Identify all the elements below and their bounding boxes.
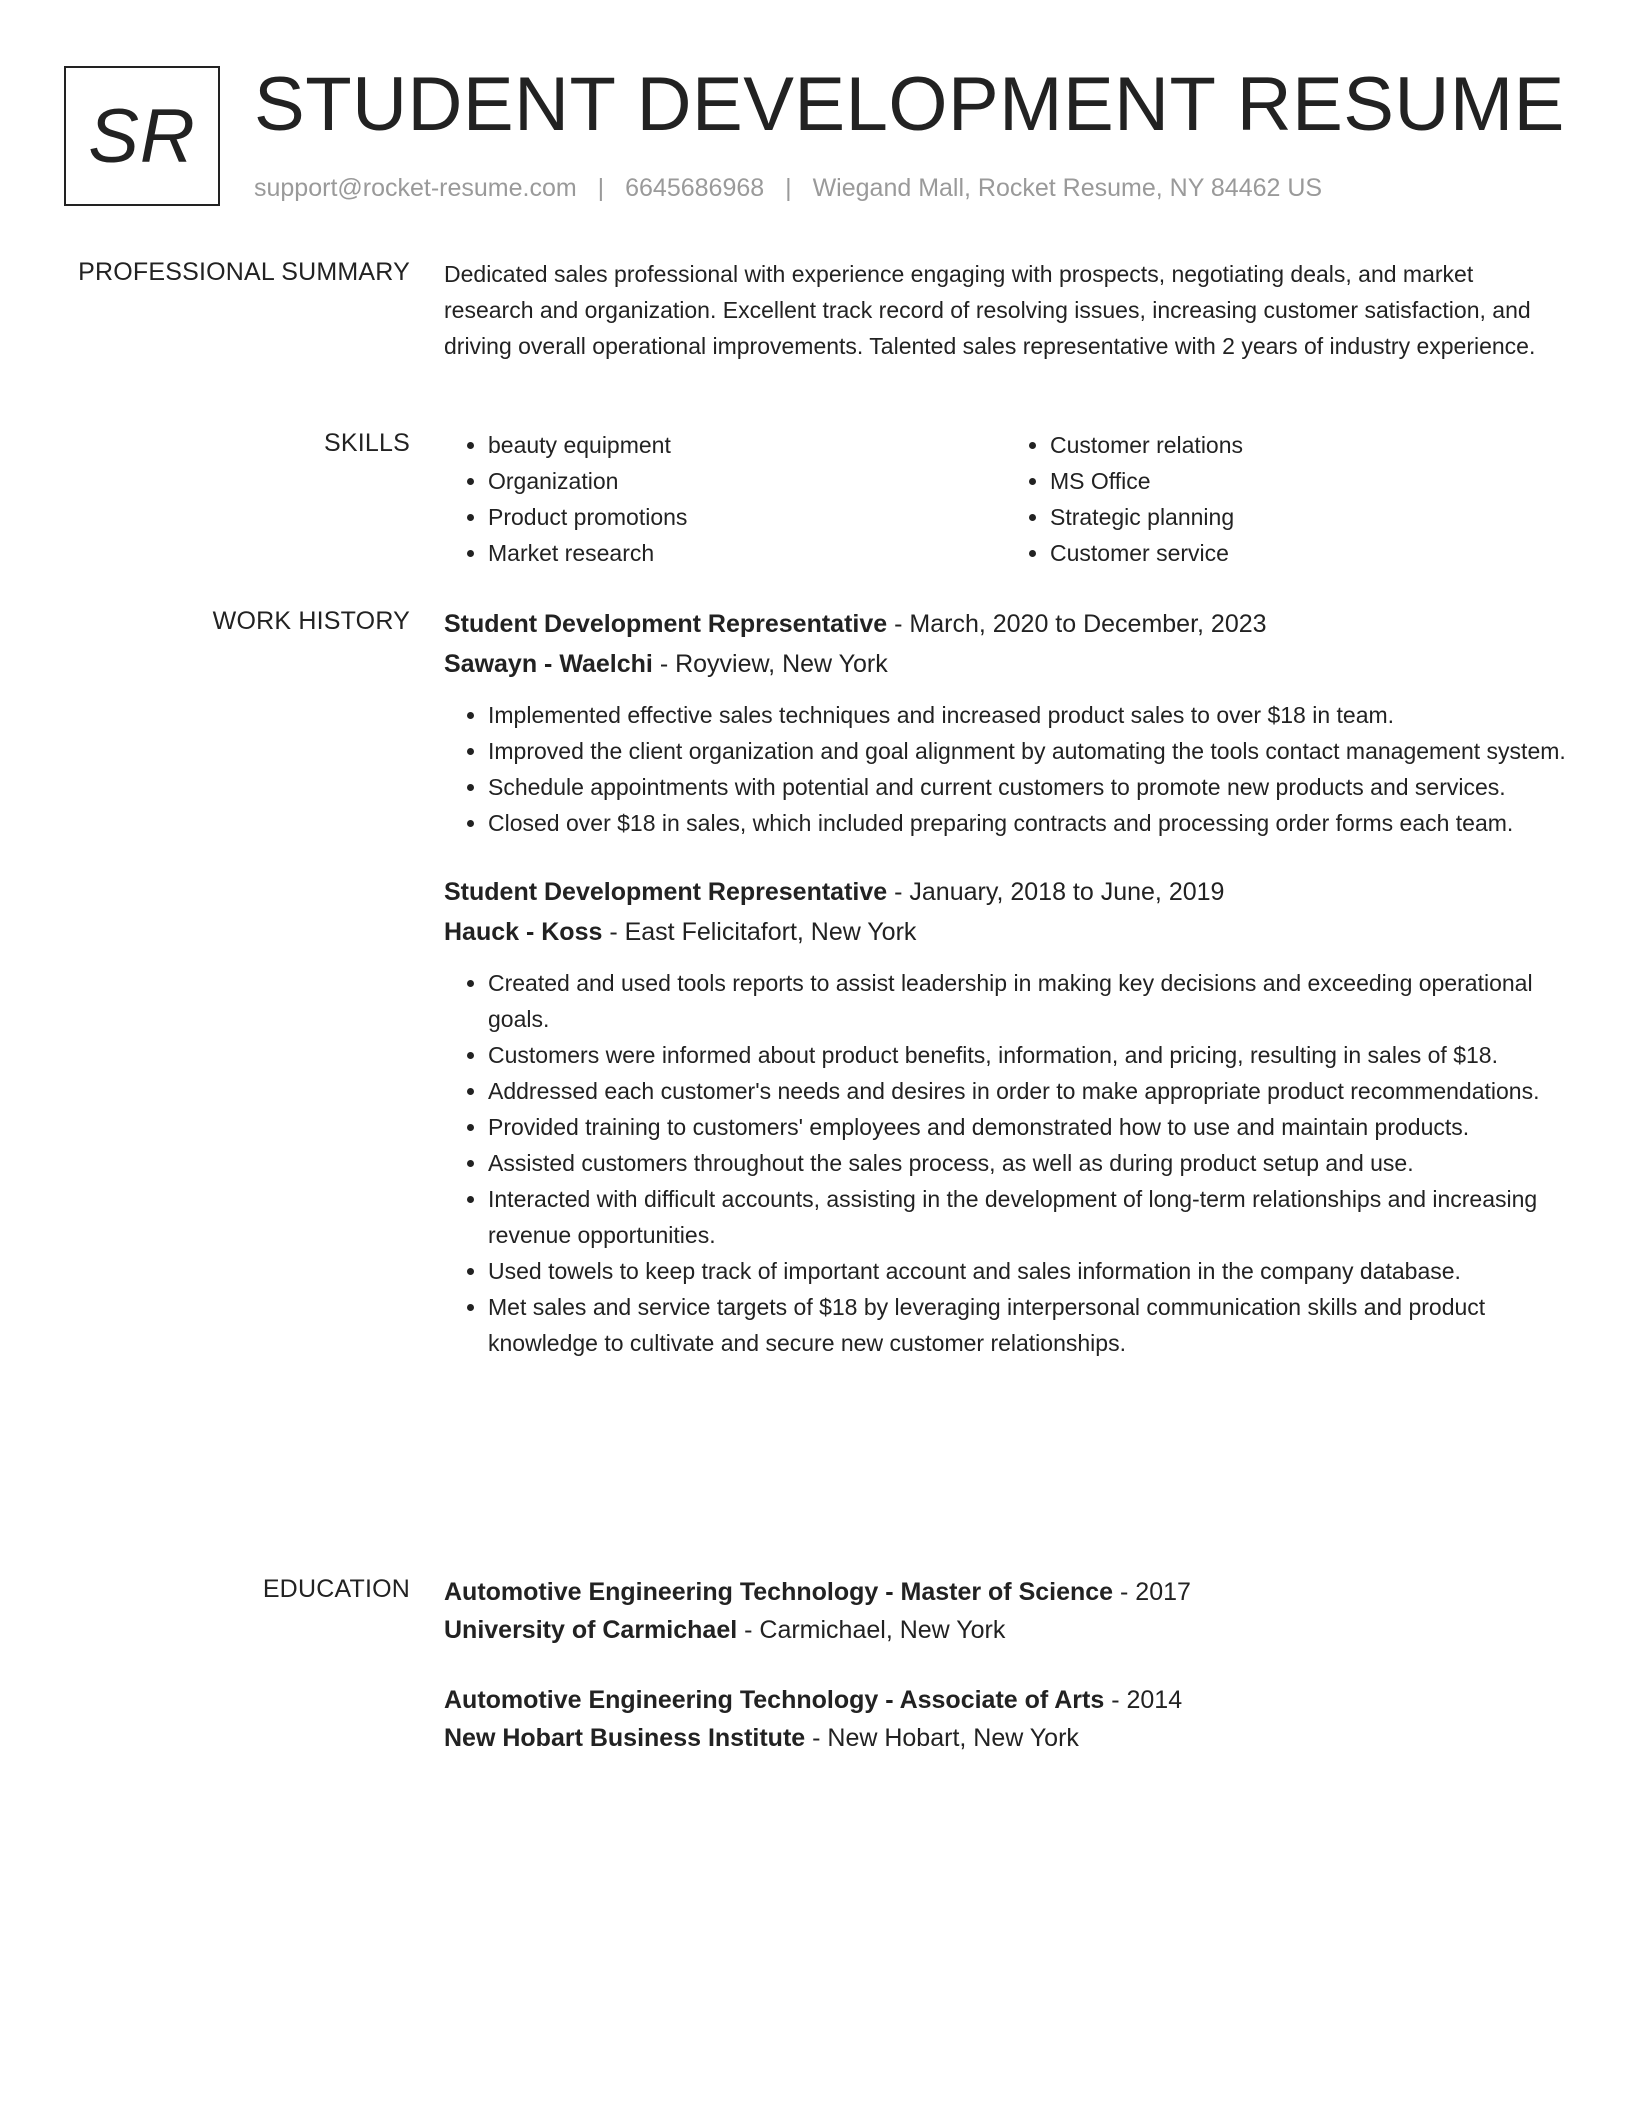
education-body [444, 1573, 1568, 1757]
job-bullet: • Used towels to keep track of important account and sales information in the company database. [488, 1253, 1568, 1289]
contact-separator: | [785, 174, 792, 202]
education-entry [444, 1573, 1568, 1649]
education-school: University of Carmichael [444, 1616, 738, 1644]
contact-separator: | [597, 174, 605, 202]
education-degree: Automotive Engineering Technology - Master of Science [444, 1578, 1114, 1606]
job-location: - East Felicitafort, New York [602, 918, 917, 946]
monogram-badge: SR [64, 66, 220, 206]
job-company: Sawayn - Waelchi [444, 650, 653, 678]
skills-column-left [444, 427, 1006, 571]
job-location: - Royview, New York [652, 650, 888, 678]
contact-phone: 6645686968 [625, 174, 765, 202]
education-year: - 2014 [1104, 1686, 1183, 1714]
job-bullet: • Schedule appointments with potential and current customers to promote new products and services. [488, 769, 1568, 805]
summary-body [444, 256, 1568, 364]
education-year: - 2017 [1113, 1578, 1191, 1606]
job-title-line [444, 873, 1568, 911]
job-bullet: • Implemented effective sales techniques and increased product sales to over $18 in team. [488, 697, 1568, 733]
resume-header [64, 62, 1568, 210]
job-dates: - March, 2020 to December, 2023 [887, 610, 1267, 638]
job-bullet: • Assisted customers throughout the sales process, as well as during product setup and use. [488, 1145, 1568, 1181]
job-company: Hauck - Koss [444, 918, 603, 946]
education-degree-line [444, 1573, 1568, 1611]
job-entry [444, 605, 1568, 841]
education-degree-line [444, 1681, 1568, 1719]
skill-item: • Customer relations [1050, 427, 1568, 463]
job-bullet: • Met sales and service targets of $18 by leveraging interpersonal communication skills and product knowledge to cultivate and secure new customer relationships. [488, 1289, 1568, 1361]
contact-email: support@rocket-resume.com [254, 174, 577, 202]
education-location: - Carmichael, New York [737, 1616, 1006, 1644]
job-title-line [444, 605, 1568, 643]
job-title: Student Development Representative [444, 610, 888, 638]
job-dates: - January, 2018 to June, 2019 [887, 878, 1225, 906]
job-bullet: • Interacted with difficult accounts, assisting in the development of long-term relationships and increasing revenue opportunities. [488, 1181, 1568, 1253]
skill-item: • beauty equipment [488, 427, 1006, 463]
skill-item: • Product promotions [488, 499, 1006, 535]
job-bullets [444, 965, 1568, 1361]
job-bullet: • Customers were informed about product benefits, information, and pricing, resulting in sales of $18. [488, 1037, 1568, 1073]
education-label: EDUCATION [262, 1575, 410, 1603]
education-location: - New Hobart, New York [805, 1724, 1079, 1752]
job-entry [444, 873, 1568, 1361]
education-school-line [444, 1611, 1568, 1649]
skills-label: SKILLS [324, 429, 410, 457]
skill-item: • MS Office [1050, 463, 1568, 499]
contact-address: Wiegand Mall, Rocket Resume, NY 84462 US [812, 174, 1323, 202]
skill-item: • Market research [488, 535, 1006, 571]
job-bullet: • Closed over $18 in sales, which included preparing contracts and processing order forms each team. [488, 805, 1568, 841]
contact-line [254, 172, 1322, 204]
work-history-label: WORK HISTORY [212, 607, 410, 635]
job-company-line [444, 645, 1568, 683]
job-bullet: • Improved the client organization and goal alignment by automating the tools contact management system. [488, 733, 1568, 769]
summary-label: PROFESSIONAL SUMMARY [78, 258, 410, 286]
skill-item: • Organization [488, 463, 1006, 499]
job-bullet: • Addressed each customer's needs and desires in order to make appropriate product recommendations. [488, 1073, 1568, 1109]
education-entry [444, 1681, 1568, 1757]
skills-column-right [1006, 427, 1568, 571]
education-school: New Hobart Business Institute [444, 1724, 806, 1752]
education-school-line [444, 1719, 1568, 1757]
work-history-body [444, 605, 1568, 1361]
job-bullets [444, 697, 1568, 841]
job-company-line [444, 913, 1568, 951]
skill-item: • Customer service [1050, 535, 1568, 571]
education-degree: Automotive Engineering Technology - Associate of Arts [444, 1686, 1105, 1714]
resume-title: STUDENT DEVELOPMENT RESUME [254, 62, 1565, 147]
skill-item: • Strategic planning [1050, 499, 1568, 535]
job-bullet: • Created and used tools reports to assist leadership in making key decisions and exceeding operational goals. [488, 965, 1568, 1037]
job-bullet: • Provided training to customers' employees and demonstrated how to use and maintain products. [488, 1109, 1568, 1145]
job-title: Student Development Representative [444, 878, 888, 906]
summary-text: Dedicated sales professional with experience engaging with prospects, negotiating deals, and market research and organization. Excellent track record of resolving issues, increasing customer satisfaction, and driving overall operational improvements. Talented sales representative with 2 years of industry experience. [444, 261, 1536, 359]
skills-grid [444, 427, 1568, 571]
skills-body [444, 427, 1568, 571]
